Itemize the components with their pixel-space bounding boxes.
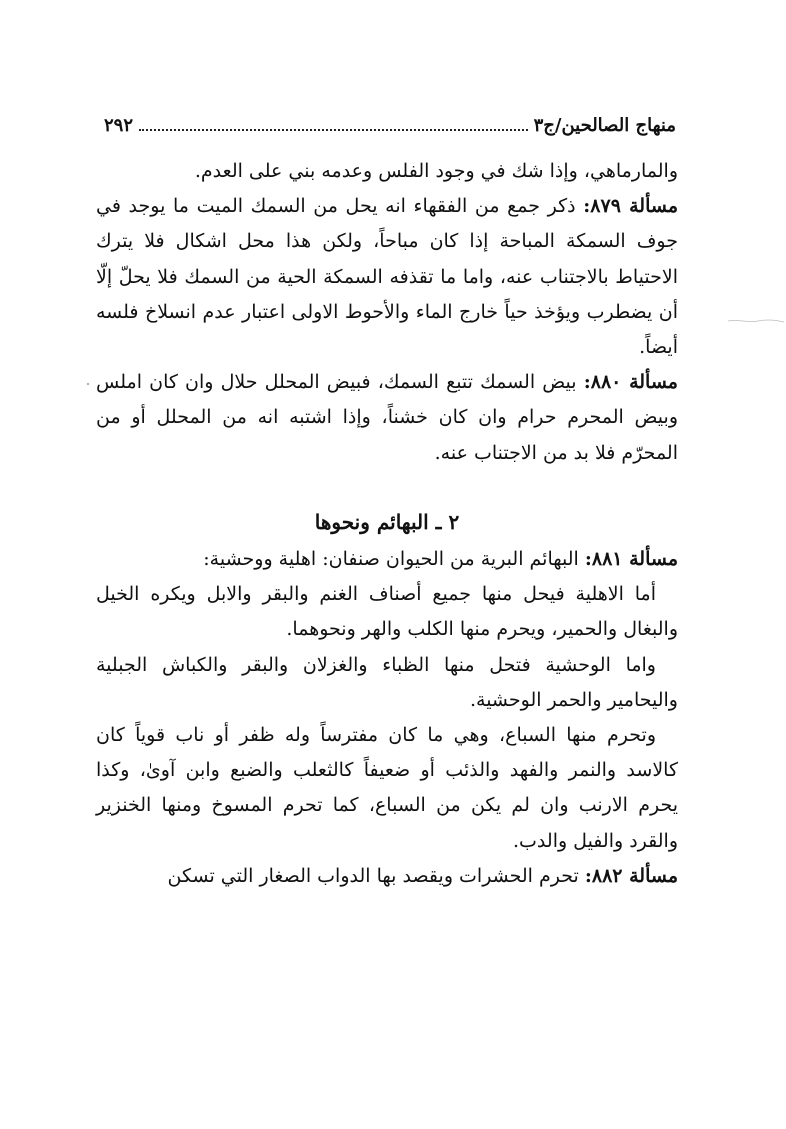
issue-882-label: مسألة ٨٨٢: <box>584 864 678 887</box>
issue-882 <box>96 859 678 894</box>
book-title: منهاج الصالحين/ج٣ <box>533 115 676 136</box>
issue-879-label: مسألة ٨٧٩: <box>583 195 678 218</box>
header-dot-leader <box>139 129 528 131</box>
section-heading: ٢ ـ البهائم ونحوها <box>314 509 460 534</box>
paragraph-predators: وتحرم منها السباع، وهي ما كان مفترساً وله ظفر أو ناب قوياً كان كالاسد والنمر والفهد والذئب أو ضعيفاً كالثعلب والضبع وابن آوىٰ، وكذا يحرم الارنب وان لم يكن من السباع، كما تحرم المسوخ ومنها الخنزير والقرد والفيل والدب. <box>96 724 678 852</box>
issue-882-text: تحرم الحشرات ويقصد بها الدواب الصغار التي تسكن <box>167 864 585 887</box>
page-number: ٢٩٢ <box>104 115 134 136</box>
issue-879-text: ذكر جمع من الفقهاء انه يحل من السمك الميت ما يوجد في جوف السمكة المباحة إذا كان مباحاً، ولكن هذا محل اشكال فلا يترك الاحتياط بالاجتناب عنه، واما ما تقذفه السمكة الحية من السمك فلا يحلّ إلّا أن يضطرب ويؤخذ حياً خارج الماء والأحوط الاولى اعتبار عدم انسلاخ فلسه أيضاً. <box>96 195 678 359</box>
issue-881-text: البهائم البرية من الحيوان صنفان: اهلية ووحشية: <box>203 548 585 571</box>
section-gap <box>96 471 678 505</box>
issue-881-label: مسألة ٨٨١: <box>584 548 678 571</box>
issue-880 <box>96 365 678 471</box>
paragraph-wild: واما الوحشية فتحل منها الظباء والغزلان والبقر والكباش الجبلية واليحامير والحمر الوحشية. <box>96 653 678 711</box>
issue-879 <box>96 189 678 365</box>
issue-880-label: مسألة ٨٨٠: <box>583 371 678 394</box>
issue-881 <box>96 542 678 577</box>
paragraph-continuation: والمارماهي، وإذا شك في وجود الفلس وعدمه بني على العدم. <box>194 160 678 182</box>
paragraph-domestic: أما الاهلية فيحل منها جميع أصناف الغنم والبقر والابل ويكره الخيل والبغال والحمير، ويحرم منها الكلب والهر ونحوهما. <box>96 583 678 641</box>
page-body <box>96 154 678 894</box>
issue-880-text: بيض السمك تتبع السمك، فبيض المحلل حلال وان كان املس وبيض المحرم حرام وان كان خشناً، وإذا اشتبه انه من المحلل أو من المحرّم فلا بد من الاجتناب عنه. <box>96 371 678 464</box>
running-header <box>104 113 676 139</box>
margin-scribble <box>726 318 786 324</box>
margin-speck <box>87 383 89 385</box>
